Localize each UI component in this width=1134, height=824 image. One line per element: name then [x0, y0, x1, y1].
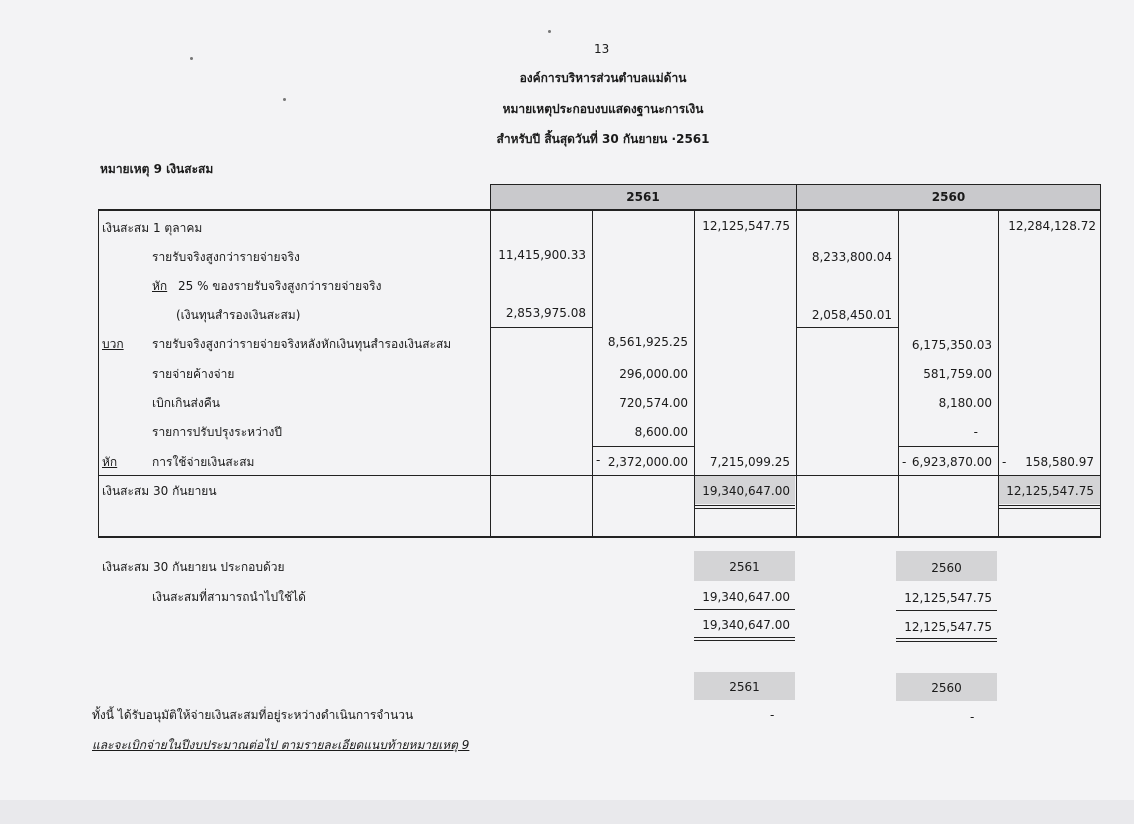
row-plus-2561: 8,561,925.25 [607, 335, 688, 349]
row-use-2561-net: 7,215,099.25 [709, 455, 790, 469]
double-underline [896, 641, 997, 642]
row-use-2560-dash: - [902, 455, 907, 469]
year-header-2561: 2561 [626, 190, 660, 204]
row-adjust-2561: 8,600.00 [634, 425, 688, 439]
year-header-2560: 2560 [931, 190, 966, 204]
row-closing-label: เงินสะสม 30 กันยายน [102, 484, 217, 498]
row-refund-2561: 720,574.00 [619, 396, 688, 410]
row-use-2560-net: 158,580.97 [1025, 455, 1094, 469]
row-opening-label: เงินสะสม 1 ตุลาคม [102, 221, 203, 235]
row-income-label: รายรับจริงสูงกว่ารายจ่ายจริง [152, 250, 300, 264]
subtotal-line [796, 327, 898, 328]
double-underline [896, 638, 997, 639]
table-line [98, 209, 99, 537]
approval-text-line2: และจะเบิกจ่ายในปีงบประมาณต่อไป ตามรายละเอียดแนบท้ายหมายเหตุ 9 [92, 738, 470, 752]
subtotal-line [490, 327, 592, 328]
approval-2561-header: 2561 [729, 680, 760, 694]
scan-speck [548, 30, 551, 33]
row-refund-label: เบิกเกินส่งคืน [152, 396, 220, 410]
row-plus-2560: 6,175,350.03 [911, 338, 992, 352]
row-use-2561-dash: - [596, 453, 601, 467]
subtotal-line [592, 446, 694, 447]
composition-total-2560: 12,125,547.75 [904, 620, 992, 634]
row-use-2560-spend: 6,923,870.00 [911, 455, 992, 469]
scan-edge [0, 800, 1134, 824]
composition-2561-header: 2561 [729, 560, 760, 574]
row-opening-2561: 12,125,547.75 [702, 219, 790, 233]
double-underline [694, 508, 795, 509]
table-line [1100, 184, 1101, 537]
report-period: สำหรับปี สิ้นสุดวันที่ 30 กันยายน ·2561 [496, 132, 710, 146]
row-plus-prefix: บวก [102, 337, 124, 351]
approval-2560-value: - [970, 710, 975, 724]
row-use-2561-spend: 2,372,000.00 [607, 455, 688, 469]
approval-2560-header: 2560 [931, 681, 962, 695]
composition-total-2561: 19,340,647.00 [702, 618, 790, 632]
table-line [98, 209, 1101, 211]
row-less25-label: 25 % ของรายรับจริงสูงกว่ารายจ่ายจริง [178, 279, 382, 293]
double-underline [694, 637, 795, 638]
row-reserve-2560: 2,058,450.01 [811, 308, 892, 322]
composition-item-2560: 12,125,547.75 [904, 591, 992, 605]
double-underline [694, 640, 795, 641]
row-plus-label: รายรับจริงสูงกว่ารายจ่ายจริงหลังหักเงินทุนสำรองเงินสะสม [152, 337, 452, 351]
row-adjust-2560: - [973, 425, 978, 439]
table-line [796, 184, 797, 537]
row-opening-2560: 12,284,128.72 [1008, 219, 1096, 233]
org-name: องค์การบริหารส่วนตำบลแม่ด้าน [519, 71, 687, 85]
subtotal-line [694, 609, 795, 610]
composition-item-2561: 19,340,647.00 [702, 590, 790, 604]
approval-text-line1: ทั้งนี้ ได้รับอนุมัติให้จ่ายเงินสะสมที่อยู่ระหว่างดำเนินการจำนวน [92, 708, 414, 722]
double-underline [694, 505, 795, 506]
table-line [98, 475, 1101, 476]
composition-item-label: เงินสะสมที่สามารถนำไปใช้ได้ [152, 590, 306, 604]
composition-label: เงินสะสม 30 กันยายน ประกอบด้วย [102, 560, 285, 574]
row-accrued-2561: 296,000.00 [619, 367, 688, 381]
row-less25-prefix: หัก [152, 279, 168, 293]
report-title: หมายเหตุประกอบงบแสดงฐานะการเงิน [502, 102, 704, 116]
composition-2560-header: 2560 [931, 561, 962, 575]
table-line [98, 536, 1101, 538]
row-use-prefix: หัก [102, 455, 118, 469]
subtotal-line [896, 610, 997, 611]
table-line [490, 184, 491, 537]
row-use-2560-net-dash: - [1002, 455, 1007, 469]
page-number: 13 [594, 42, 610, 56]
note-title: หมายเหตุ 9 เงินสะสม [100, 162, 214, 176]
row-adjust-label: รายการปรับปรุงระหว่างปี [152, 425, 283, 439]
double-underline [998, 508, 1100, 509]
row-reserve-label: (เงินทุนสำรองเงินสะสม) [176, 308, 301, 322]
row-closing-2560: 12,125,547.75 [1006, 484, 1094, 498]
double-underline [998, 505, 1100, 506]
row-income-2560: 8,233,800.04 [811, 250, 892, 264]
row-closing-2561: 19,340,647.00 [702, 484, 790, 498]
row-use-label: การใช้จ่ายเงินสะสม [152, 455, 255, 469]
row-income-2561: 11,415,900.33 [498, 248, 586, 262]
scan-speck [190, 57, 193, 60]
subtotal-line [898, 446, 998, 447]
row-refund-2560: 8,180.00 [938, 396, 992, 410]
row-accrued-2560: 581,759.00 [923, 367, 992, 381]
row-accrued-label: รายจ่ายค้างจ่าย [152, 367, 235, 381]
row-reserve-2561: 2,853,975.08 [505, 306, 586, 320]
approval-2561-value: - [770, 708, 775, 722]
